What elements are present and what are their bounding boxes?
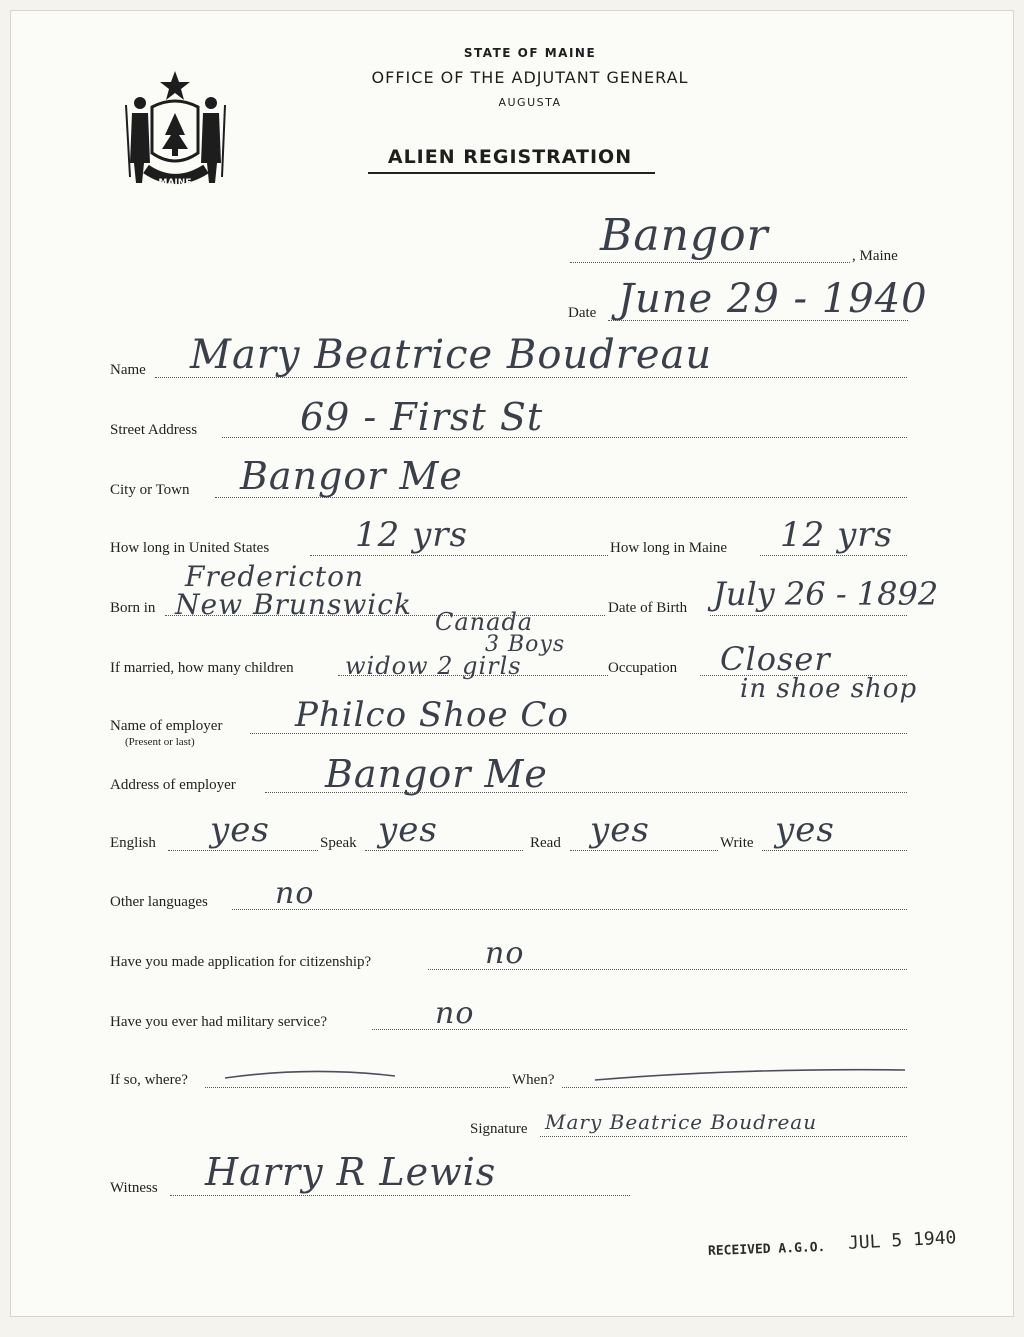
how-long-us-line xyxy=(310,555,608,556)
born-in-city-entry: Fredericton xyxy=(185,560,365,593)
occupation-detail-entry: in shoe shop xyxy=(740,674,918,704)
date-of-birth-entry: July 26 - 1892 xyxy=(713,575,939,613)
read-entry: yes xyxy=(590,810,650,850)
witness-entry: Harry R Lewis xyxy=(205,1150,497,1194)
where-dash-strokes xyxy=(220,1062,910,1086)
date-of-birth-line xyxy=(710,615,907,616)
city-label: City or Town xyxy=(110,482,190,498)
title-underline xyxy=(368,172,655,174)
write-line xyxy=(762,850,907,851)
street-address-entry: 69 - First St xyxy=(300,395,544,439)
where-line xyxy=(205,1087,510,1088)
military-service-entry: no xyxy=(435,996,475,1031)
citizenship-entry: no xyxy=(485,936,525,971)
other-languages-line xyxy=(232,909,907,910)
city-entry: Bangor Me xyxy=(240,454,463,498)
other-languages-label: Other languages xyxy=(110,894,208,910)
english-label: English xyxy=(110,835,156,851)
employer-note: (Present or last) xyxy=(125,736,195,748)
date-label: Date xyxy=(568,305,597,321)
name-label: Name xyxy=(110,362,146,378)
born-in-label: Born in xyxy=(110,600,156,616)
english-line xyxy=(168,850,318,851)
street-address-label: Street Address xyxy=(110,422,198,438)
occupation-label: Occupation xyxy=(608,660,678,676)
children-entry: widow 2 girls xyxy=(345,652,522,680)
witness-label: Witness xyxy=(110,1180,158,1196)
when-line xyxy=(562,1087,907,1088)
citizenship-label: Have you made application for citizenship? xyxy=(110,954,372,970)
born-in-province-entry: New Brunswick xyxy=(175,588,412,621)
write-entry: yes xyxy=(775,810,835,850)
children-label: If married, how many children xyxy=(110,660,294,676)
children-boys-entry: 3 Boys xyxy=(485,632,566,657)
name-entry: Mary Beatrice Boudreau xyxy=(190,332,713,378)
speak-label: Speak xyxy=(320,835,357,851)
other-languages-entry: no xyxy=(275,876,315,911)
state-heading: STATE OF MAINE xyxy=(463,46,597,60)
received-stamp: RECEIVED A.G.O. xyxy=(707,1239,826,1260)
date-of-birth-label: Date of Birth xyxy=(608,600,688,616)
maine-label: , Maine xyxy=(852,248,898,264)
town-line xyxy=(570,262,850,263)
occupation-entry: Closer xyxy=(720,640,831,678)
employer-address-entry: Bangor Me xyxy=(325,752,548,796)
witness-line xyxy=(170,1195,630,1196)
office-heading: OFFICE OF THE ADJUTANT GENERAL xyxy=(371,68,689,87)
how-long-maine-label: How long in Maine xyxy=(610,540,728,556)
employer-label: Name of employer xyxy=(110,718,223,734)
english-entry: yes xyxy=(210,810,270,850)
form-title: ALIEN REGISTRATION xyxy=(387,146,633,168)
where-label: If so, where? xyxy=(110,1072,188,1088)
city-heading: AUGUSTA xyxy=(498,96,562,109)
how-long-us-label: How long in United States xyxy=(110,540,270,556)
when-label: When? xyxy=(512,1072,555,1088)
signature-label: Signature xyxy=(470,1121,528,1137)
how-long-maine-line xyxy=(760,555,907,556)
speak-line xyxy=(365,850,523,851)
employer-entry: Philco Shoe Co xyxy=(295,695,569,735)
town-entry: Bangor xyxy=(600,210,769,261)
speak-entry: yes xyxy=(378,810,438,850)
date-entry: June 29 - 1940 xyxy=(618,276,928,322)
write-label: Write xyxy=(720,835,754,851)
how-long-us-entry: 12 yrs xyxy=(355,515,468,555)
signature-entry: Mary Beatrice Boudreau xyxy=(545,1110,818,1134)
seal-motto: MAINE xyxy=(158,178,192,188)
maine-state-seal-icon xyxy=(118,65,233,200)
signature-line xyxy=(540,1136,907,1137)
military-service-label: Have you ever had military service? xyxy=(110,1014,327,1030)
how-long-maine-entry: 12 yrs xyxy=(780,515,893,555)
received-stamp-date: JUL 5 1940 xyxy=(847,1227,957,1254)
read-line xyxy=(570,850,718,851)
read-label: Read xyxy=(530,835,561,851)
registration-form xyxy=(10,10,1014,1317)
born-in-country-entry: Canada xyxy=(435,608,534,636)
employer-address-label: Address of employer xyxy=(110,777,236,793)
